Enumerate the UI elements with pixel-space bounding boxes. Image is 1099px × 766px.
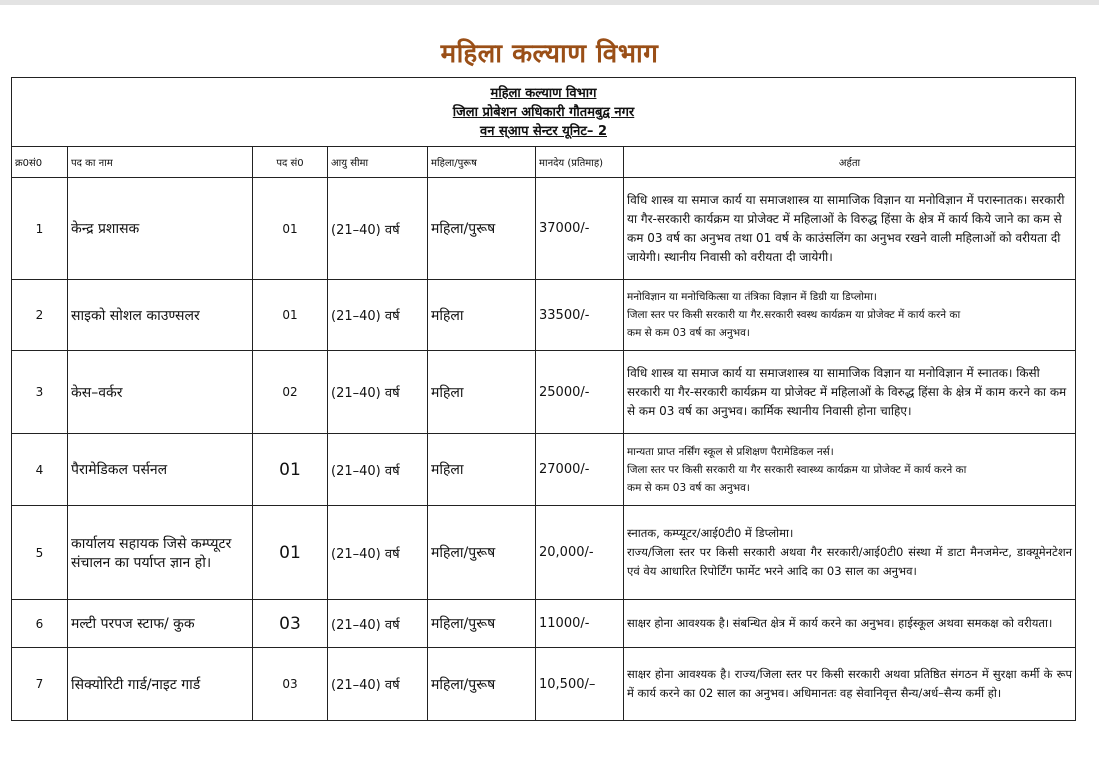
recruitment-table [11, 77, 1076, 721]
table-row [12, 506, 1076, 600]
column-header-row [12, 147, 1076, 178]
row-sno: 2 [12, 280, 68, 351]
row-pay: 25000/- [536, 351, 624, 434]
row-pay: 33500/- [536, 280, 624, 351]
row-count: 01 [253, 280, 328, 351]
row-qualification: विधि शास्त्र या समाज कार्य या समाजशास्त्र या सामाजिक विज्ञान या मनोविज्ञान में परास्नातक। सरकारी या गैर-सरकारी कार्यक्रम या प्रोजेक्ट में महिलाओं के विरुद्ध हिंसा के क्षेत्र में कार्य किये जाने का कम से कम 03 वर्ष का अनुभव तथा 01 वर्ष के काउंसलिंग का अनुभव रखने वाली महिलाओं को वरीयता दी जायेगी। स्थानीय निवासी को वरीयता दी जायेगी। [624, 178, 1076, 280]
row-gender: महिला [428, 434, 536, 506]
row-sno: 1 [12, 178, 68, 280]
row-age: (21–40) वर्ष [328, 600, 428, 648]
row-post: मल्टी परपज स्टाफ/ कुक [68, 600, 253, 648]
row-qualification: साक्षर होना आवश्यक है। राज्य/जिला स्तर पर किसी सरकारी अथवा प्रतिष्ठित संगठन में सुरक्षा कर्मी के रूप में कार्य करने का 02 साल का अनुभव। अधिमानतः वह सेवानिवृत्त सैन्य/अर्ध–सैन्य कर्मी हो। [624, 648, 1076, 721]
col-header-gender: महिला/पुरूष [428, 147, 536, 178]
row-post: कार्यालय सहायक जिसे कम्प्यूटर संचालन का पर्याप्त ज्ञान हो। [68, 506, 253, 600]
qualification-line: स्नातक, कम्प्यूटर/आई0टी0 में डिप्लोमा। [627, 526, 794, 540]
row-qualification: साक्षर होना आवश्यक है। संबन्धित क्षेत्र में कार्य करने का अनुभव। हाईस्कूल अथवा समकक्ष को वरीयता। [624, 600, 1076, 648]
row-count: 01 [253, 506, 328, 600]
qualification-line: राज्य/जिला स्तर पर किसी सरकारी अथवा गैर सरकारी/आई0टी0 संस्था में डाटा मैनजमेन्ट, डाक्यूमेनटेशन एवं वेय आधारित रिपोर्टिंग फार्मेट भरने आदि का 03 साल का अनुभव। [627, 545, 1073, 578]
row-count: 01 [253, 434, 328, 506]
row-age: (21–40) वर्ष [328, 351, 428, 434]
qualification-line: मनोविज्ञान या मनोचिकित्सा या तंत्रिका विज्ञान में डिग्री या डिप्लोमा। [627, 291, 877, 303]
row-sno: 5 [12, 506, 68, 600]
row-gender: महिला/पुरूष [428, 178, 536, 280]
table-title-block [12, 78, 1076, 147]
col-header-post: पद का नाम [68, 147, 253, 178]
row-qualification: विधि शास्त्र या समाज कार्य या समाजशास्त्र या सामाजिक विज्ञान या मनोविज्ञान में स्नातक। किसी सरकारी या गैर-सरकारी कार्यक्रम या प्रोजेक्ट में महिलाओं के विरुद्ध हिंसा के क्षेत्र में काम करने का कम से कम 03 वर्ष का अनुभव। कार्मिक स्थानीय निवासी होना चाहिए। [624, 351, 1076, 434]
row-pay: 37000/- [536, 178, 624, 280]
row-qualification [624, 280, 1076, 351]
row-gender: महिला [428, 280, 536, 351]
row-qualification [624, 506, 1076, 600]
top-border-strip [0, 0, 1099, 5]
table-row [12, 600, 1076, 648]
row-age: (21–40) वर्ष [328, 648, 428, 721]
col-header-sno: क्र0सं0 [12, 147, 68, 178]
qualification-line: जिला स्तर पर किसी सरकारी या गैर सरकारी स्वास्थ्य कार्यक्रम या प्रोजेक्ट में कार्य करने का [627, 463, 967, 476]
row-age: (21–40) वर्ष [328, 280, 428, 351]
row-gender: महिला/पुरूष [428, 648, 536, 721]
row-count: 01 [253, 178, 328, 280]
row-post: सिक्योरिटी गार्ड/नाइट गार्ड [68, 648, 253, 721]
row-post: साइको सोशल काउण्सलर [68, 280, 253, 351]
row-gender: महिला [428, 351, 536, 434]
qualification-line: कम से कम 03 वर्ष का अनुभव। [627, 481, 750, 494]
row-count: 03 [253, 648, 328, 721]
unit-name: वन स्आप सेन्टर यूनिट– 2 [480, 123, 607, 139]
col-header-pay: मानदेय (प्रतिमाह) [536, 147, 624, 178]
row-qualification [624, 434, 1076, 506]
department-name: महिला कल्याण विभाग [490, 85, 597, 101]
row-sno: 4 [12, 434, 68, 506]
row-pay: 27000/- [536, 434, 624, 506]
page-title: महिला कल्याण विभाग [440, 39, 659, 69]
row-count: 02 [253, 351, 328, 434]
col-header-count: पद सं0 [253, 147, 328, 178]
row-sno: 3 [12, 351, 68, 434]
table-row [12, 351, 1076, 434]
table-row [12, 280, 1076, 351]
table-title-cell [12, 78, 1076, 147]
row-post: केन्द्र प्रशासक [68, 178, 253, 280]
office-name: जिला प्रोबेशन अधिकारी गौतमबुद्व नगर [452, 104, 635, 120]
col-header-age: आयु सीमा [328, 147, 428, 178]
table-row [12, 434, 1076, 506]
qualification-line: मान्यता प्राप्त नर्सिंग स्कूल से प्रशिक्षण पैरामेडिकल नर्स। [627, 445, 834, 458]
row-pay: 20,000/- [536, 506, 624, 600]
row-age: (21–40) वर्ष [328, 178, 428, 280]
row-sno: 6 [12, 600, 68, 648]
row-gender: महिला/पुरूष [428, 506, 536, 600]
row-pay: 11000/- [536, 600, 624, 648]
table-row [12, 178, 1076, 280]
row-count: 03 [253, 600, 328, 648]
row-age: (21–40) वर्ष [328, 506, 428, 600]
qualification-line: जिला स्तर पर किसी सरकारी या गैर.सरकारी स्वस्थ कार्यक्रम या प्रोजेक्ट में कार्य करने का [627, 309, 961, 321]
row-age: (21–40) वर्ष [328, 434, 428, 506]
row-gender: महिला/पुरूष [428, 600, 536, 648]
row-post: पैरामेडिकल पर्सनल [68, 434, 253, 506]
row-post: केस–वर्कर [68, 351, 253, 434]
row-sno: 7 [12, 648, 68, 721]
col-header-qualification: अर्हता [624, 147, 1076, 178]
row-pay: 10,500/– [536, 648, 624, 721]
table-row [12, 648, 1076, 721]
qualification-line: कम से कम 03 वर्ष का अनुभव। [627, 327, 750, 339]
